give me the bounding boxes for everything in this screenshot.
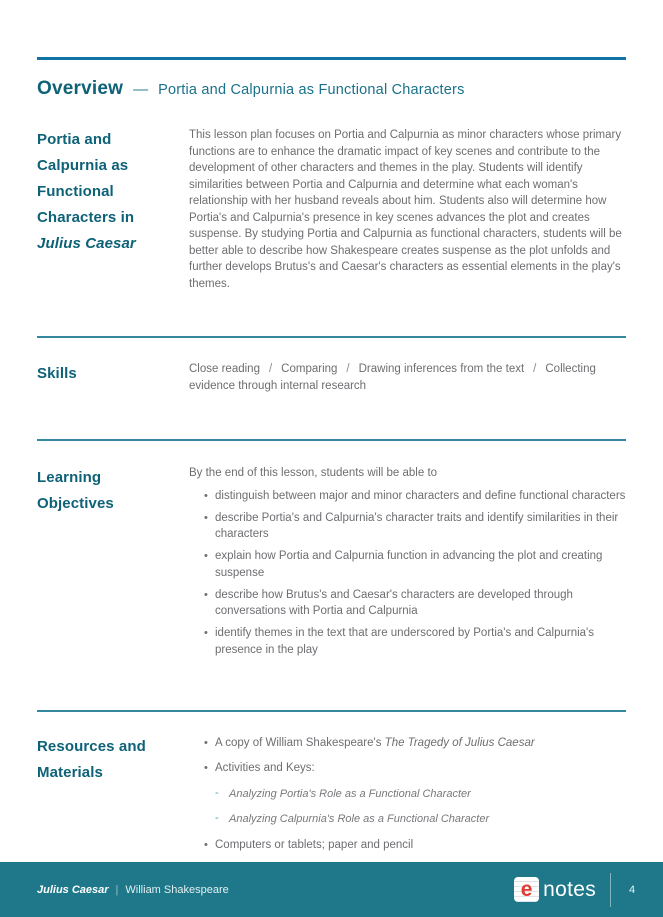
overview-heading-line: Portia and — [37, 131, 112, 148]
section-overview — [37, 127, 626, 292]
activities-sublist — [215, 786, 626, 828]
overview-heading-line: Functional — [37, 183, 114, 200]
footer-book-info — [37, 884, 514, 896]
footer-book-title: Julius Caesar — [37, 883, 109, 896]
resources-heading — [37, 734, 189, 786]
overview-paragraph: This lesson plan focuses on Portia and Calpurnia as minor characters whose primary functions are to enhance the dramatic impact of key scenes and contribute to the development of other characters and themes in the play. Students will identify similarities between Portia and Calpurnia and determine what each woman's relationship with her husband reveals about him. Students also will determine how Portia's and Calpurnia's presence in key scenes advances the plot and creates suspense. By studying Portia and Calpurnia as functional characters, students will be better able to describe how Shakespeare creates suspense as the plot unfolds and further develops Brutus's and Caesar's characters as essential elements in the play's themes. — [189, 129, 622, 290]
resource-text: A copy of William Shakespeare's — [215, 736, 385, 749]
learning-objectives-body — [189, 465, 626, 664]
skill-item: Close reading — [189, 363, 260, 375]
skill-separator: / — [346, 363, 350, 375]
learning-objectives-intro: By the end of this lesson, students will be able to — [189, 467, 438, 479]
skills-list — [189, 361, 626, 394]
learning-objectives-heading-line: Learning — [37, 469, 102, 486]
section-resources-materials — [37, 734, 626, 863]
skill-separator: / — [533, 363, 537, 375]
footer-vertical-divider — [610, 873, 611, 907]
resource-text: Activities and Keys: — [215, 762, 315, 774]
list-item: • distinguish between major and minor characters and define functional characters — [189, 488, 626, 505]
overview-heading-book-title: Julius Caesar — [37, 235, 136, 252]
resources-heading-line: Materials — [37, 763, 103, 781]
page-title: Overview — [37, 78, 124, 99]
learning-objectives-heading-line: Objectives — [37, 495, 114, 512]
section-divider — [37, 336, 626, 338]
overview-heading-line: Characters in — [37, 209, 135, 226]
enotes-logo — [514, 877, 596, 902]
skill-separator: / — [268, 363, 273, 375]
title-dash: — — [133, 81, 149, 98]
skill-item: Comparing — [281, 363, 338, 375]
page-header — [37, 78, 626, 100]
list-item: • describe Portia's and Calpurnia's character traits and identify similarities in their characters — [189, 510, 626, 543]
enotes-logo-icon — [514, 877, 539, 902]
resources-body — [189, 734, 626, 863]
skill-item: Collecting evidence through internal research — [189, 363, 596, 392]
footer-author: William Shakespeare — [125, 883, 229, 896]
enotes-logo-e: e — [520, 878, 533, 901]
enotes-logo-text: notes — [543, 877, 596, 901]
list-item: • identify themes in the text that are underscored by Portia's and Calpurnia's presence in the play — [189, 625, 626, 658]
sub-list-item: - Analyzing Calpurnia's Role as a Functional Character — [215, 811, 626, 828]
resource-book-title: The Tragedy of Julius Caesar — [384, 736, 535, 749]
overview-heading-line: Calpurnia as — [37, 157, 129, 174]
learning-objectives-list — [189, 488, 626, 659]
section-skills — [37, 361, 626, 394]
page-number: 4 — [628, 883, 636, 896]
resources-heading-line: Resources and — [37, 737, 146, 755]
list-item: • Computers or tablets; paper and pencil — [189, 837, 626, 854]
section-divider — [37, 439, 626, 441]
section-divider — [37, 710, 626, 712]
skill-item: Drawing inferences from the text — [358, 363, 525, 375]
overview-body — [189, 127, 626, 292]
footer-branding — [514, 873, 639, 907]
list-item — [189, 735, 626, 752]
overview-heading — [37, 127, 189, 257]
skills-body — [189, 361, 626, 394]
page-subtitle: Portia and Calpurnia as Functional Characters — [158, 82, 465, 98]
footer-separator: | — [115, 883, 119, 896]
list-item: • explain how Portia and Calpurnia function in advancing the plot and creating suspense — [189, 548, 626, 581]
list-item: • describe how Brutus's and Caesar's characters are developed through conversations with Portia and Calpurnia — [189, 587, 626, 620]
skills-heading: Skills — [37, 365, 77, 382]
resources-list — [189, 735, 626, 854]
top-horizontal-rule — [37, 57, 626, 60]
section-learning-objectives — [37, 465, 626, 664]
list-item — [189, 760, 626, 828]
sub-list-item: - Analyzing Portia's Role as a Functional Character — [215, 786, 626, 803]
learning-objectives-heading — [37, 465, 189, 517]
page-footer — [0, 862, 663, 917]
